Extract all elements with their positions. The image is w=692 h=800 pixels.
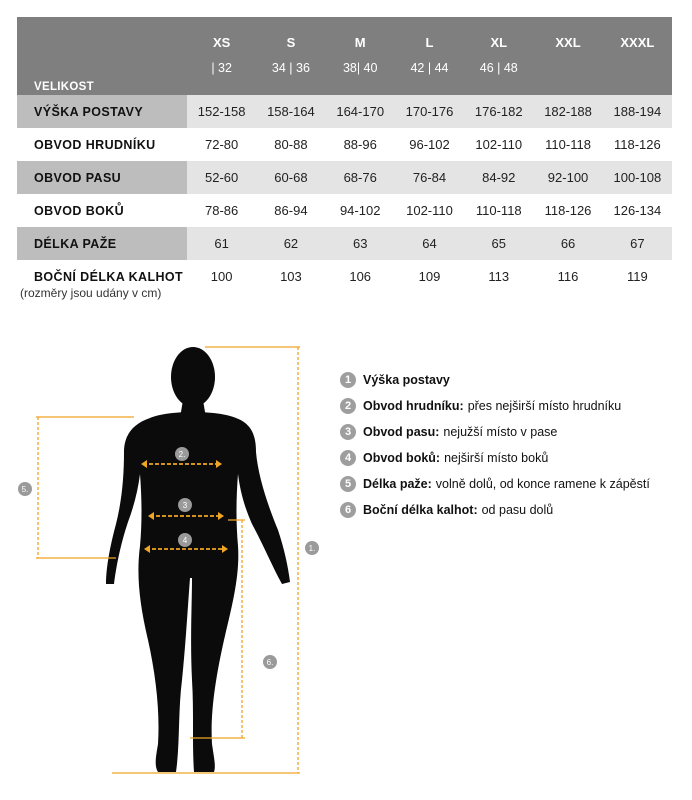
eu-size: 38| 40 xyxy=(326,52,395,95)
table-cell: 119 xyxy=(626,269,648,284)
marker-label: 6. xyxy=(266,658,274,667)
table-cell: 65 xyxy=(464,227,533,260)
table-cell: 68-76 xyxy=(326,161,395,194)
legend-description: od pasu dolů xyxy=(481,503,554,517)
legend-term: Výška postavy xyxy=(363,373,450,387)
table-cell: 92-100 xyxy=(533,161,602,194)
legend-description: nejširší místo boků xyxy=(444,451,549,465)
legend-term: Obvod boků: xyxy=(363,451,441,465)
legend-term: Obvod hrudníku: xyxy=(363,399,464,413)
size-s: S xyxy=(256,17,325,52)
eu-size xyxy=(603,52,672,95)
number-badge-icon: 5 xyxy=(340,476,356,492)
table-row xyxy=(17,95,672,128)
row-label: OBVOD BOKŮ xyxy=(34,203,125,218)
marker-label: 3 xyxy=(182,501,188,510)
table-cell: 67 xyxy=(603,227,672,260)
table-row xyxy=(17,161,672,194)
row-label: OBVOD HRUDNÍKU xyxy=(34,137,156,152)
human-silhouette-icon xyxy=(106,347,290,772)
number-badge-icon: 1 xyxy=(340,372,356,388)
size-xs: XS xyxy=(187,17,256,52)
number-badge-icon: 6 xyxy=(340,502,356,518)
eu-size: 46 | 48 xyxy=(464,52,533,95)
table-cell: 116 xyxy=(557,269,579,284)
row-label: DÉLKA PAŽE xyxy=(17,227,187,260)
size-chart-table xyxy=(17,17,672,293)
table-cell: 118-126 xyxy=(544,203,592,218)
table-cell: 164-170 xyxy=(326,95,395,128)
table-cell: 188-194 xyxy=(603,95,672,128)
legend-term: Boční délka kalhot: xyxy=(363,503,478,517)
table-cell: 176-182 xyxy=(464,95,533,128)
legend-item xyxy=(340,367,650,393)
table-cell: 60-68 xyxy=(256,161,325,194)
legend-item xyxy=(340,497,650,523)
size-m: M xyxy=(326,17,395,52)
table-cell: 66 xyxy=(533,227,602,260)
eu-size xyxy=(533,52,602,95)
table-cell: 62 xyxy=(256,227,325,260)
size-table-body xyxy=(17,95,672,293)
measurement-legend xyxy=(340,367,650,523)
table-cell: 52-60 xyxy=(187,161,256,194)
table-cell: 106 xyxy=(349,269,372,284)
table-cell: 78-86 xyxy=(205,203,239,218)
table-cell: 118-126 xyxy=(613,137,661,152)
table-cell: 76-84 xyxy=(395,161,464,194)
eu-size: 34 | 36 xyxy=(256,52,325,95)
table-cell: 88-96 xyxy=(343,137,377,152)
marker-label: 5. xyxy=(21,485,29,494)
table-cell: 100 xyxy=(210,269,233,284)
table-cell: 103 xyxy=(280,269,302,284)
size-xxl: XXL xyxy=(533,17,602,52)
table-cell: 94-102 xyxy=(339,203,381,218)
table-cell: 61 xyxy=(187,227,256,260)
legend-term: Délka paže: xyxy=(363,477,432,491)
table-row xyxy=(17,194,672,227)
table-cell: 96-102 xyxy=(409,137,450,152)
legend-item xyxy=(340,445,650,471)
marker-label: 4 xyxy=(182,536,188,545)
size-xxxl: XXXL xyxy=(603,17,672,52)
legend-description: volně dolů, od konce ramene k zápěstí xyxy=(435,477,650,491)
size-header-label: VELIKOST xyxy=(17,17,187,95)
row-label: BOČNÍ DÉLKA KALHOT xyxy=(34,269,184,284)
legend-description: nejužší místo v pase xyxy=(443,425,558,439)
number-badge-icon: 4 xyxy=(340,450,356,466)
table-cell: 110-118 xyxy=(475,203,522,218)
table-cell: 72-80 xyxy=(205,137,239,152)
size-l: L xyxy=(395,17,464,52)
legend-item xyxy=(340,419,650,445)
table-cell: 63 xyxy=(326,227,395,260)
table-cell: 110-118 xyxy=(545,137,591,152)
table-cell: 102-110 xyxy=(406,203,453,218)
table-cell: 100-108 xyxy=(603,161,672,194)
eu-size: | 32 xyxy=(187,52,256,95)
units-note: (rozměry jsou udány v cm) xyxy=(20,286,162,300)
table-cell: 86-94 xyxy=(274,203,308,218)
marker-label: 1. xyxy=(308,544,316,553)
table-cell: 109 xyxy=(418,269,441,284)
table-cell: 170-176 xyxy=(395,95,464,128)
row-label: OBVOD PASU xyxy=(17,161,187,194)
table-cell: 152-158 xyxy=(187,95,256,128)
legend-item xyxy=(340,393,650,419)
number-badge-icon: 3 xyxy=(340,424,356,440)
table-cell: 182-188 xyxy=(533,95,602,128)
table-cell: 126-134 xyxy=(613,203,662,218)
table-cell: 102-110 xyxy=(475,137,523,152)
body-measurement-figure xyxy=(0,330,340,800)
table-cell: 113 xyxy=(488,269,510,284)
table-cell: 84-92 xyxy=(464,161,533,194)
table-cell: 158-164 xyxy=(256,95,325,128)
marker-label: 2. xyxy=(178,450,186,459)
legend-description: přes nejširší místo hrudníku xyxy=(467,399,622,413)
table-cell: 80-88 xyxy=(274,137,308,152)
size-xl: XL xyxy=(464,17,533,52)
table-cell: 64 xyxy=(395,227,464,260)
table-row xyxy=(17,227,672,260)
legend-item xyxy=(340,471,650,497)
table-row xyxy=(17,128,672,161)
eu-size: 42 | 44 xyxy=(395,52,464,95)
legend-term: Obvod pasu: xyxy=(363,425,440,439)
number-badge-icon: 2 xyxy=(340,398,356,414)
row-label: VÝŠKA POSTAVY xyxy=(17,95,187,128)
